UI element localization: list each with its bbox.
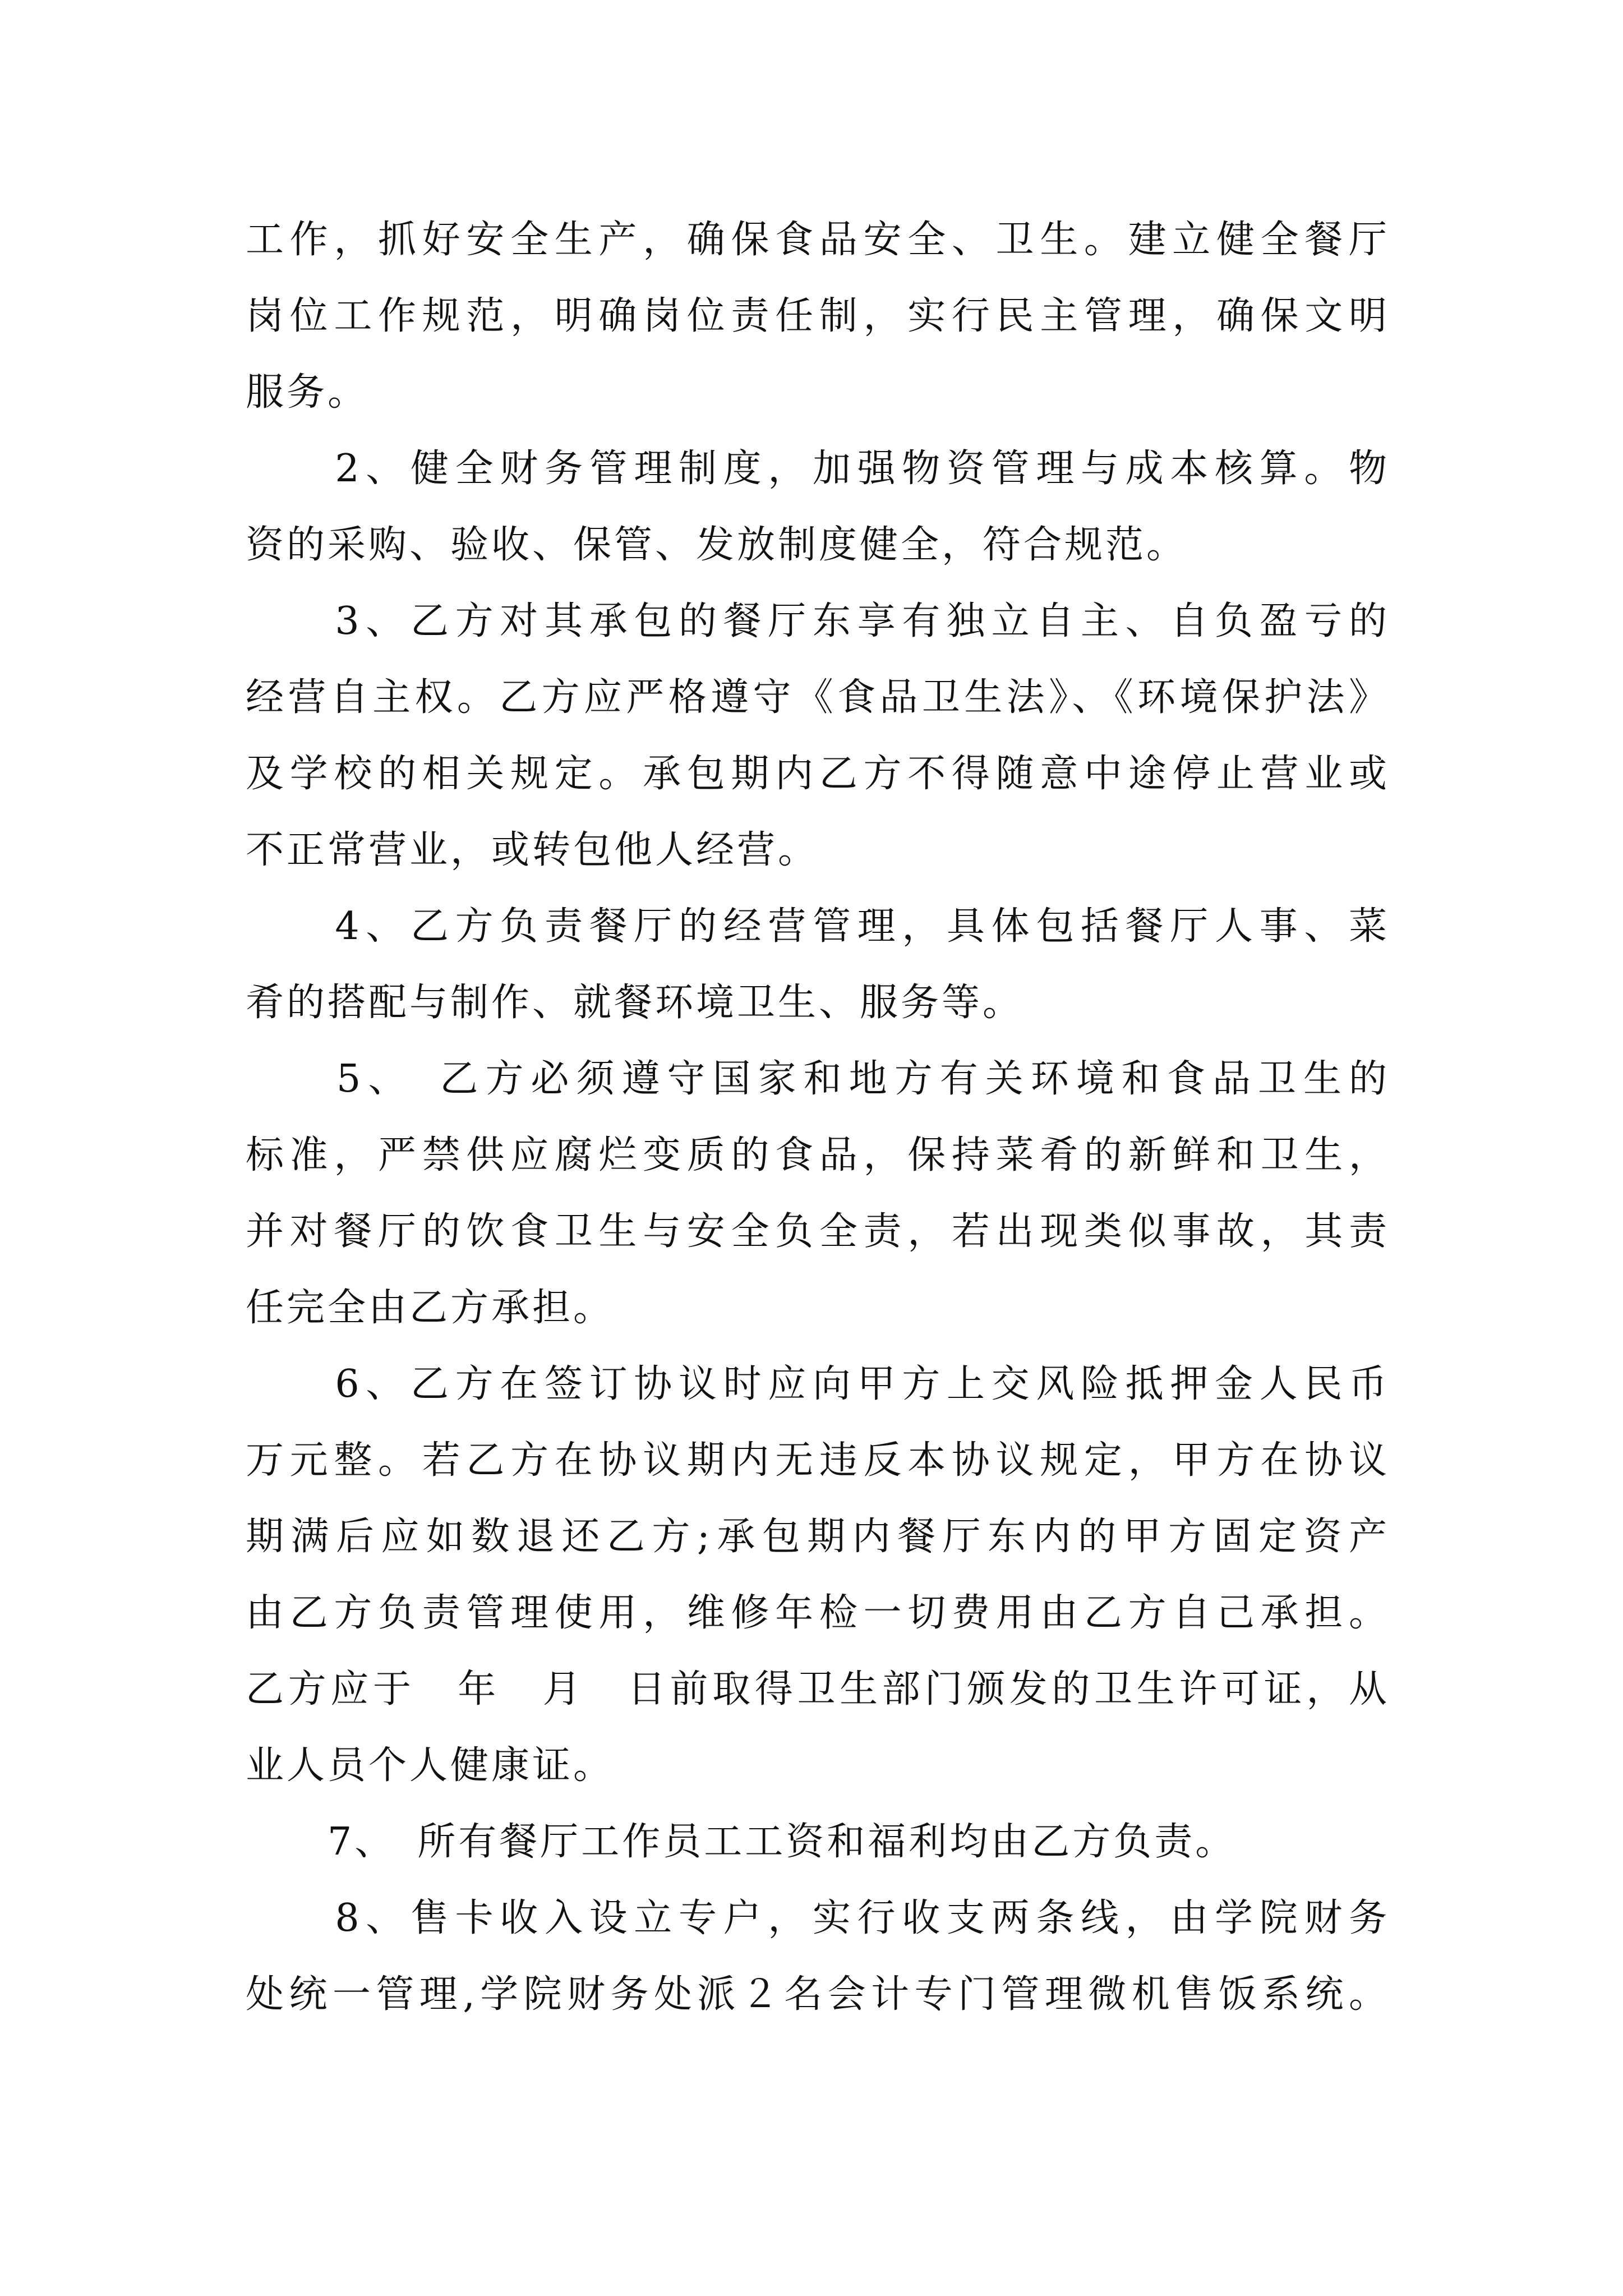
- document-body: [246, 202, 1390, 2033]
- text-line: 经营自主权。乙方应严格遵守《食品卫生法》、《环境保护法》: [246, 675, 1390, 720]
- text-line: 由乙方负责管理使用，维修年检一切费用由乙方自己承担。: [246, 1591, 1390, 1635]
- text-line: 8、售卡收入设立专户，实行收支两条线，由学院财务: [246, 1896, 1390, 1940]
- text-line: 处统一管理,学院财务处派２名会计专门管理微机售饭系统。: [246, 1972, 1390, 2017]
- text-line: 7、 所有餐厅工作员工工资和福利均由乙方负责。: [246, 1820, 1237, 1864]
- text-line: 期满后应如数退还乙方;承包期内餐厅东内的甲方固定资产: [246, 1515, 1390, 1559]
- text-line: 及学校的相关规定。承包期内乙方不得随意中途停止营业或: [246, 752, 1390, 796]
- text-line: 标准，严禁供应腐烂变质的食品，保持菜肴的新鲜和卫生，: [246, 1133, 1390, 1177]
- text-line: 资的采购、验收、保管、发放制度健全，符合规范。: [246, 523, 1188, 567]
- text-line: 5、 乙方必须遵守国家和地方有关环境和食品卫生的: [246, 1057, 1390, 1101]
- text-line: 3、乙方对其承包的餐厅东享有独立自主、自负盈亏的: [246, 599, 1390, 643]
- text-line: 服务。: [246, 370, 369, 415]
- text-line: 工作，抓好安全生产，确保食品安全、卫生。建立健全餐厅: [246, 218, 1390, 262]
- text-line: 不正常营业，或转包他人经营。: [246, 828, 819, 872]
- text-line: 6、乙方在签订协议时应向甲方上交风险抵押金人民币: [246, 1362, 1390, 1406]
- text-line: 4、乙方负责餐厅的经营管理，具体包括餐厅人事、菜: [246, 904, 1390, 949]
- text-line: 任完全由乙方承担。: [246, 1286, 615, 1330]
- text-line: 岗位工作规范，明确岗位责任制，实行民主管理，确保文明: [246, 294, 1390, 338]
- text-line: 业人员个人健康证。: [246, 1743, 615, 1788]
- text-line: 肴的搭配与制作、就餐环境卫生、服务等。: [246, 981, 1024, 1025]
- text-line: 乙方应于 年 月 日前取得卫生部门颁发的卫生许可证，从: [246, 1667, 1390, 1711]
- text-line: 并对餐厅的饮食卫生与安全负全责，若出现类似事故，其责: [246, 1209, 1390, 1254]
- text-line: 2、健全财务管理制度，加强物资管理与成本核算。物: [246, 447, 1390, 491]
- text-line: 万元整。若乙方在协议期内无违反本协议规定，甲方在协议: [246, 1438, 1390, 1483]
